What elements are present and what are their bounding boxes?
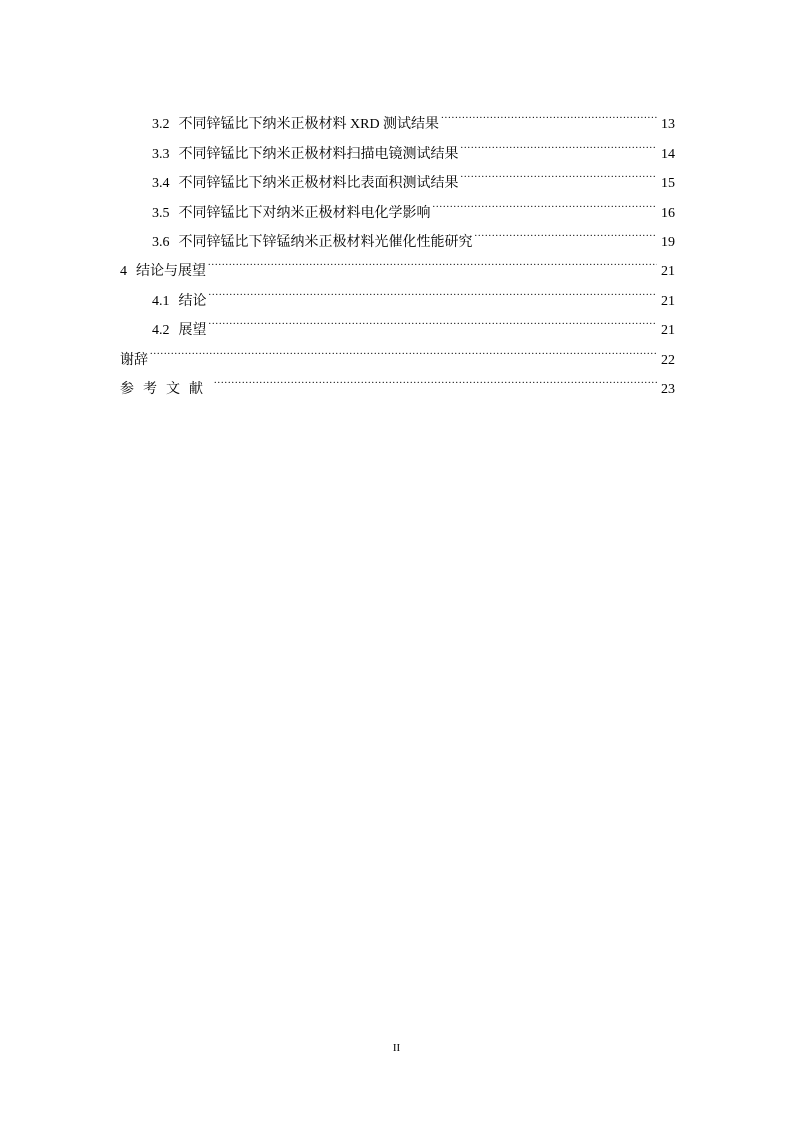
toc-entry-number: 3.5 — [152, 205, 170, 221]
toc-entry-title: 不同锌锰比下纳米正极材料扫描电镜测试结果 — [178, 146, 459, 162]
toc-entry-3-2[interactable] — [120, 99, 675, 133]
toc-entry-acknowledgements[interactable] — [120, 334, 675, 368]
toc-entry-page: 21 — [661, 264, 675, 280]
toc-entry-number: 3.2 — [152, 117, 170, 133]
toc-leader-dots — [208, 246, 657, 275]
toc-leader-dots — [209, 275, 658, 304]
toc-entry-number: 3.3 — [152, 146, 170, 162]
toc-leader-dots — [441, 99, 657, 128]
toc-entry-page: 21 — [661, 293, 675, 309]
toc-entry-references[interactable] — [120, 364, 675, 397]
toc-entry-page: 22 — [661, 352, 675, 368]
toc-entry-page: 23 — [661, 381, 675, 397]
toc-leader-dots — [214, 364, 657, 393]
toc-leader-dots — [433, 187, 658, 216]
toc-entry-title: 不同锌锰比下纳米正极材料 XRD 测试结果 — [178, 117, 440, 133]
toc-entry-title: 展望 — [178, 323, 207, 339]
toc-entry-number: 3.4 — [152, 176, 170, 192]
toc-entry-title: 结论与展望 — [136, 264, 206, 280]
toc-entry-number: 4.2 — [152, 323, 170, 339]
toc-entry-page: 19 — [661, 234, 675, 250]
page-number: II — [392, 1042, 401, 1054]
toc-entry-number: 4 — [120, 264, 127, 280]
table-of-contents — [120, 99, 675, 397]
toc-leader-dots — [461, 158, 658, 187]
toc-entry-title: 结论 — [178, 293, 207, 309]
toc-leader-dots — [209, 305, 658, 334]
toc-entry-title: 不同锌锰比下对纳米正极材料电化学影响 — [178, 205, 431, 221]
toc-entry-title: 参考文献 — [120, 381, 212, 397]
toc-leader-dots — [475, 217, 658, 246]
toc-entry-page: 16 — [661, 205, 675, 221]
toc-entry-page: 14 — [661, 146, 675, 162]
toc-leader-dots — [150, 334, 657, 363]
toc-leader-dots — [461, 128, 658, 157]
toc-entry-title: 不同锌锰比下锌锰纳米正极材料光催化性能研究 — [178, 234, 473, 250]
toc-entry-title: 不同锌锰比下纳米正极材料比表面积测试结果 — [178, 176, 459, 192]
toc-entry-number: 3.6 — [152, 234, 170, 250]
toc-entry-number: 4.1 — [152, 293, 170, 309]
toc-entry-page: 15 — [661, 176, 675, 192]
toc-entry-title: 谢辞 — [120, 352, 148, 368]
toc-entry-page: 21 — [661, 323, 675, 339]
toc-entry-page: 13 — [661, 117, 675, 133]
